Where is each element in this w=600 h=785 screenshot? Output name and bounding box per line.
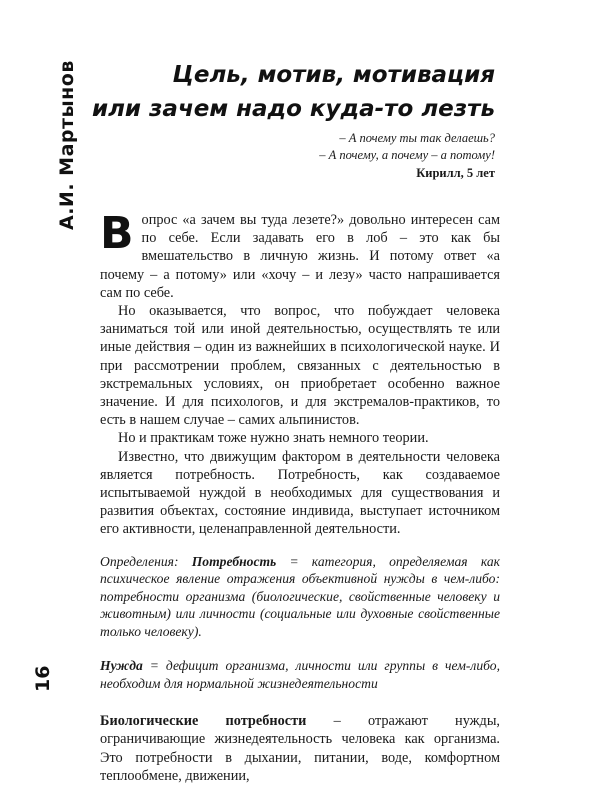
definition-want-text: = дефицит организма, личности или группы в чем-либо, необходим для нормальной жизнедеятельности bbox=[100, 658, 500, 691]
drop-cap: В bbox=[100, 208, 134, 259]
chapter-title bbox=[92, 58, 495, 126]
page-number: 16 bbox=[32, 665, 54, 692]
epigraph-line-2: – А почему, а почему – а потому! bbox=[319, 148, 495, 162]
definition-want-term: Нужда bbox=[100, 658, 143, 674]
author-name: А.И. Мартынов bbox=[56, 60, 78, 230]
biological-needs-section bbox=[100, 712, 500, 785]
paragraph-1 bbox=[100, 208, 500, 302]
definition-need bbox=[100, 553, 500, 641]
definition-need-term: Потребность bbox=[191, 553, 277, 569]
paragraph-4: Известно, что движущим фактором в деятельности человека является потребность. Потребность, как создаваемое испытываемой нуждой в необходимых для существования и развития объектах, состояние индивида, выступает источником его активности, целенаправленной деятельности. bbox=[100, 448, 500, 538]
chapter-title-line-1: Цель, мотив, мотивация bbox=[172, 62, 495, 88]
definition-want bbox=[100, 657, 500, 692]
body-text bbox=[100, 208, 500, 785]
definition-need-text: = категория, определяемая как психическое явление отражения объективной нужды в чем-либо: потребности организма (биологические, свойственные человеку и животным) или личности (социальные или духовные свойственные только человеку). bbox=[100, 553, 500, 639]
biological-needs-text: – отражают нужды, ограничивающие жизнедеятельность человека как организма. Это потребности в дыхании, питании, воде, комфортном теплообмене, движении, bbox=[100, 713, 500, 784]
biological-needs-term: Биологические потребности bbox=[100, 713, 307, 730]
paragraph-3: Но и практикам тоже нужно знать немного теории. bbox=[118, 430, 429, 447]
biological-needs-paragraph bbox=[100, 712, 500, 785]
definition-prefix: Определения: bbox=[100, 553, 192, 569]
definitions-block bbox=[100, 553, 500, 693]
paragraph-1-text: опрос «а зачем вы туда лезете?» довольно интересен сам по себе. Если задавать его в лоб – это как бы вмешательство в личную жизнь. И потому ответ «а почему – а потому» или «хочу – и лезу» часто напрашивается сам по себе. bbox=[100, 212, 500, 301]
chapter-title-line-2: или зачем надо куда-то лезть bbox=[91, 96, 495, 122]
running-header bbox=[44, 30, 92, 250]
epigraph bbox=[319, 130, 495, 182]
epigraph-author: Кирилл, 5 лет bbox=[416, 166, 495, 180]
epigraph-line-1: – А почему ты так делаешь? bbox=[339, 131, 495, 145]
paragraph-2: Но оказывается, что вопрос, что побуждает человека заниматься той или иной деятельностью, осуществлять те или иные действия – один из важнейших в психологической науке. И при рассмотрении проблем, связанных с деятельностью в экстремальных условиях, он приобретает особенно важное значение. И для психологов, и для экстремалов-практиков, то есть в нашем случае – самих альпинистов. bbox=[100, 303, 500, 429]
